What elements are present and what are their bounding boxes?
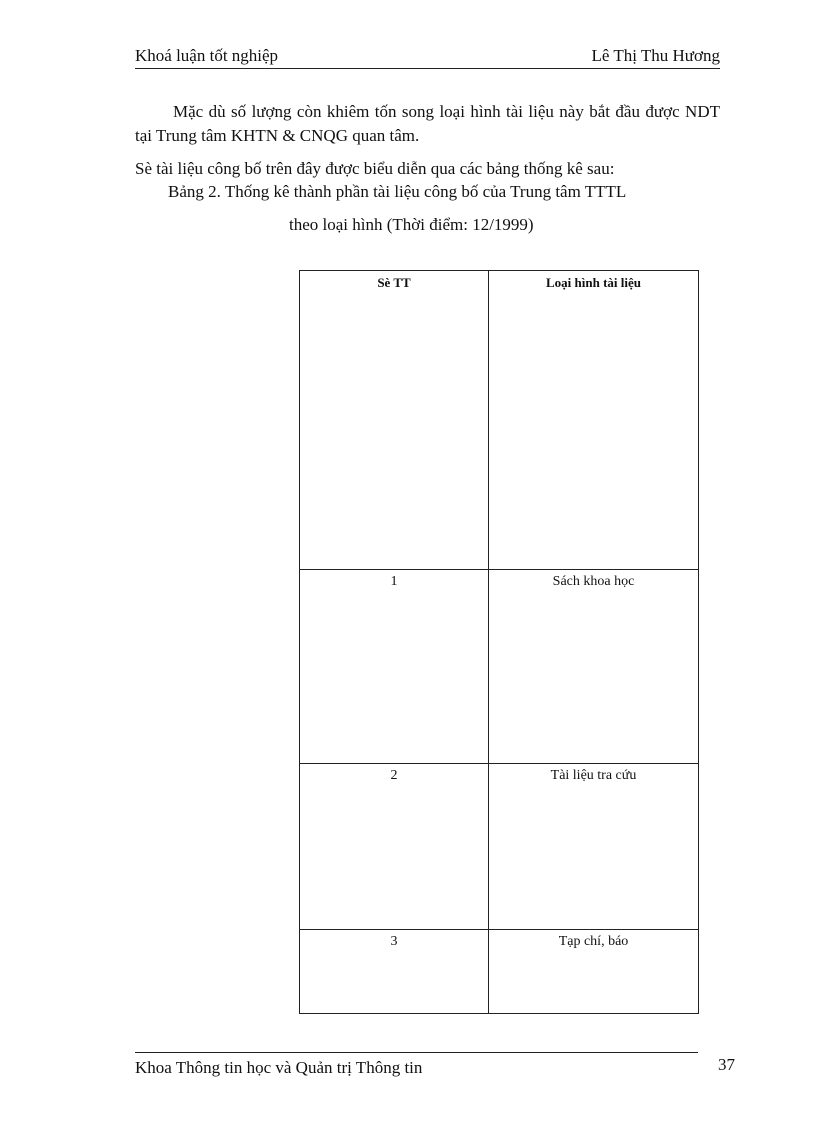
body-paragraph-intro-tables: Sè tài liệu công bố trên đây được biểu diễn qua các bảng thống kê sau: (135, 159, 615, 178)
header-author-name: Lê Thị Thu Hương (591, 46, 720, 65)
header-thesis-label: Khoá luận tốt nghiệp (135, 46, 279, 65)
document-statistics-table (299, 270, 699, 1014)
table-cell-document-type: Tài liệu tra cứu (489, 764, 699, 930)
page-number: 37 (718, 1055, 735, 1074)
table-row (300, 930, 699, 1014)
table-caption-line1: Bảng 2. Thống kê thành phần tài liệu công bố của Trung tâm TTTL (168, 182, 627, 201)
table-row (300, 570, 699, 764)
table-cell-document-type: Sách khoa học (489, 570, 699, 764)
table-cell-number: 1 (300, 570, 489, 764)
table-cell-number: 2 (300, 764, 489, 930)
page-header (135, 46, 720, 69)
table-cell-document-type: Tạp chí, báo (489, 930, 699, 1014)
table-header-row (300, 271, 699, 570)
table-cell-number: 3 (300, 930, 489, 1014)
footer-divider (135, 1052, 698, 1053)
table-row (300, 764, 699, 930)
table-caption-line2: theo loại hình (Thời điểm: 12/1999) (289, 215, 534, 234)
column-header-document-type: Loại hình tài liệu (489, 271, 699, 570)
footer-department: Khoa Thông tin học và Quản trị Thông tin (135, 1058, 423, 1077)
column-header-number: Sè TT (300, 271, 489, 570)
body-paragraph: Mặc dù số lượng còn khiêm tốn song loại hình tài liệu này bắt đầu được NDT tại Trung tâm KHTN & CNQG quan tâm. (135, 102, 720, 145)
